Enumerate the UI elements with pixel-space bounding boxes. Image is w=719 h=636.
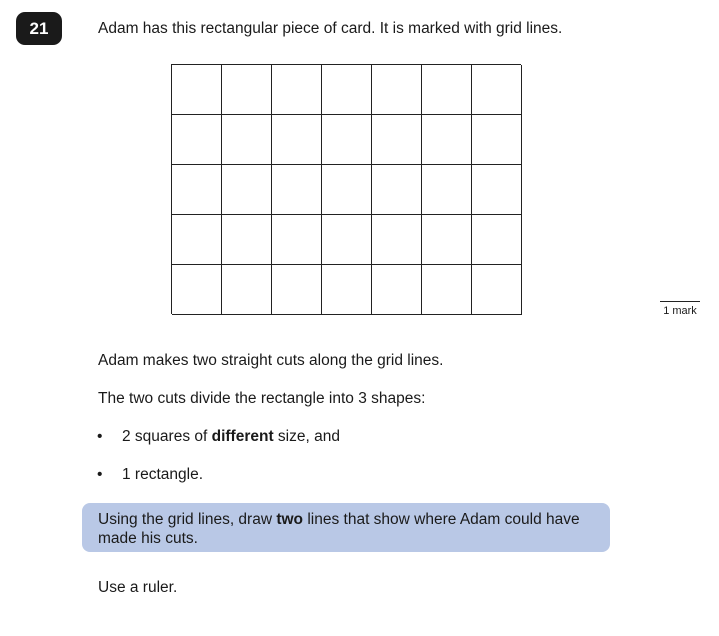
grid-cell[interactable] [322,215,372,265]
grid-cell[interactable] [322,165,372,215]
question-intro: Adam has this rectangular piece of card. It is marked with grid lines. [98,20,563,37]
instruction-box: Using the grid lines, draw two lines that show where Adam could have made his cuts. [82,503,610,552]
grid-cell[interactable] [322,265,372,315]
grid-cell[interactable] [172,65,222,115]
card-grid[interactable] [171,64,521,314]
shapes-text: The two cuts divide the rectangle into 3 shapes: [98,390,426,407]
grid-cell[interactable] [222,65,272,115]
grid-cell[interactable] [472,265,522,315]
grid-cell[interactable] [272,65,322,115]
ruler-text: Use a ruler. [98,579,178,596]
grid-cell[interactable] [472,115,522,165]
grid-cell[interactable] [372,65,422,115]
grid-cell[interactable] [322,65,372,115]
grid-cell[interactable] [222,115,272,165]
grid-cell[interactable] [422,115,472,165]
grid-cell[interactable] [372,165,422,215]
grid-cell[interactable] [472,215,522,265]
grid-cell[interactable] [272,165,322,215]
grid-cell[interactable] [372,265,422,315]
grid-cell[interactable] [372,215,422,265]
grid-cell[interactable] [172,265,222,315]
grid-cell[interactable] [422,165,472,215]
grid-cell[interactable] [172,115,222,165]
bullet-dot-icon: • [97,428,103,445]
bullet-text: 2 squares of different size, and [122,428,340,445]
grid-cell[interactable] [172,165,222,215]
bullet-text: 1 rectangle. [122,466,203,483]
grid-cell[interactable] [272,265,322,315]
grid-cell[interactable] [422,215,472,265]
grid-cell[interactable] [172,215,222,265]
grid-cell[interactable] [372,115,422,165]
grid-cell[interactable] [222,265,272,315]
grid-cell[interactable] [422,265,472,315]
cuts-text: Adam makes two straight cuts along the grid lines. [98,352,444,369]
grid-cell[interactable] [472,65,522,115]
mark-label: 1 mark [660,301,700,317]
bullet-dot-icon: • [97,466,103,483]
grid-cell[interactable] [422,65,472,115]
grid-cell[interactable] [472,165,522,215]
question-number: 21 [16,12,62,45]
grid-cell[interactable] [322,115,372,165]
grid-cell[interactable] [272,115,322,165]
grid-cell[interactable] [272,215,322,265]
grid-cell[interactable] [222,165,272,215]
grid-cell[interactable] [222,215,272,265]
